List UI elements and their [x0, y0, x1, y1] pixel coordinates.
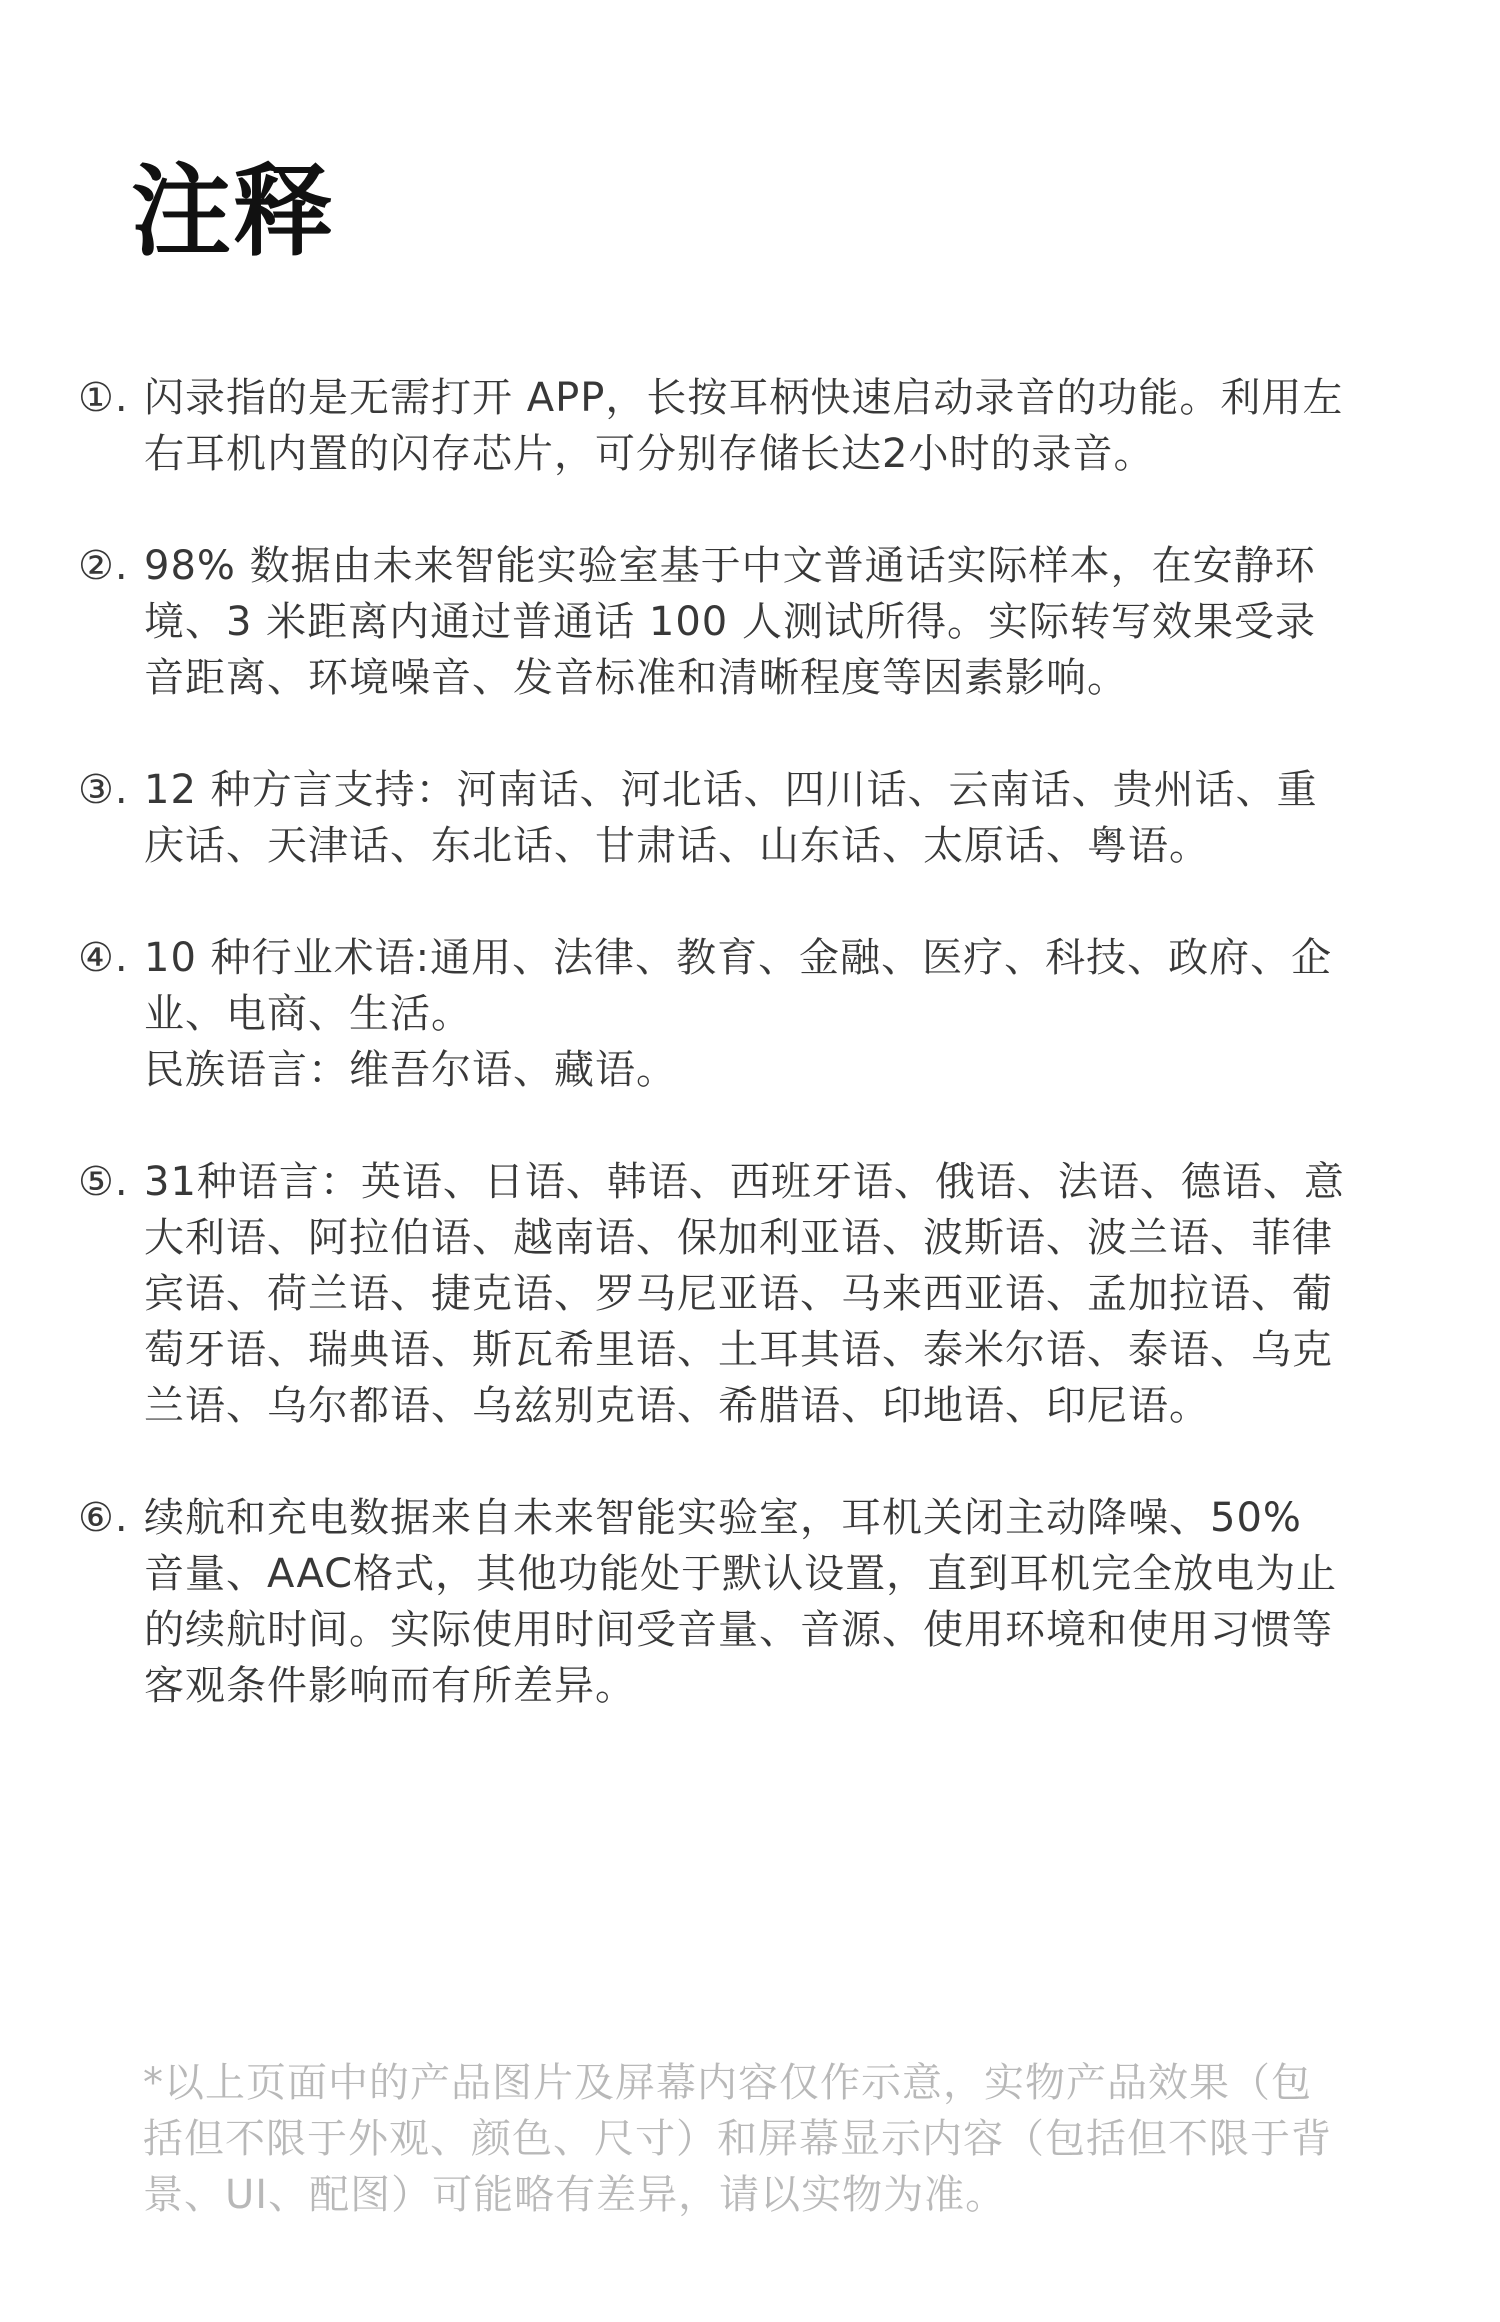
note-item-4 — [78, 930, 1348, 1098]
note-item-3 — [78, 762, 1348, 874]
note-item-6 — [78, 1490, 1348, 1714]
note-marker: ④. — [78, 935, 129, 981]
note-item-2 — [78, 538, 1348, 706]
note-marker: ⑥. — [78, 1495, 129, 1541]
note-marker: ②. — [78, 543, 129, 589]
note-text: 续航和充电数据来自未来智能实验室，耳机关闭主动降噪、50% 音量、AAC格式，其他功能处于默认设置，直到耳机完全放电为止的续航时间。实际使用时间受音量、音源、使用环境和使用习惯等客观条件影响而有所差异。 — [144, 1495, 1338, 1709]
note-text: 98% 数据由未来智能实验室基于中文普通话实际样本，在安静环境、3 米距离内通过普通话 100 人测试所得。实际转写效果受录音距离、环境噪音、发音标准和清晰程度等因素影响。 — [144, 543, 1316, 701]
note-item-5 — [78, 1154, 1348, 1434]
note-text: 12 种方言支持：河南话、河北话、四川话、云南话、贵州话、重庆话、天津话、东北话、甘肃话、山东话、太原话、粤语。 — [144, 767, 1318, 869]
note-marker: ③. — [78, 767, 129, 813]
notes-list — [78, 370, 1348, 1770]
note-marker: ⑤. — [78, 1159, 129, 1205]
note-text: 31种语言：英语、日语、韩语、西班牙语、俄语、法语、德语、意大利语、阿拉伯语、越南语、保加利亚语、波斯语、波兰语、菲律宾语、荷兰语、捷克语、罗马尼亚语、马来西亚语、孟加拉语、葡萄牙语、瑞典语、斯瓦希里语、土耳其语、泰米尔语、泰语、乌克兰语、乌尔都语、乌兹别克语、希腊语、印地语、印尼语。 — [144, 1159, 1345, 1429]
note-item-1 — [78, 370, 1348, 482]
note-text: 10 种行业术语:通用、法律、教育、金融、医疗、科技、政府、企业、电商、生活。 民族语言：维吾尔语、藏语。 — [144, 935, 1333, 1093]
page-title: 注释 — [131, 153, 335, 270]
note-marker: ①. — [78, 375, 129, 421]
disclaimer-text: *以上页面中的产品图片及屏幕内容仅作示意，实物产品效果（包括但不限于外观、颜色、尺寸）和屏幕显示内容（包括但不限于背景、UI、配图）可能略有差异，请以实物为准。 — [143, 2060, 1332, 2218]
note-text: 闪录指的是无需打开 APP，长按耳柄快速启动录音的功能。利用左右耳机内置的闪存芯片，可分别存储长达2小时的录音。 — [144, 375, 1344, 477]
